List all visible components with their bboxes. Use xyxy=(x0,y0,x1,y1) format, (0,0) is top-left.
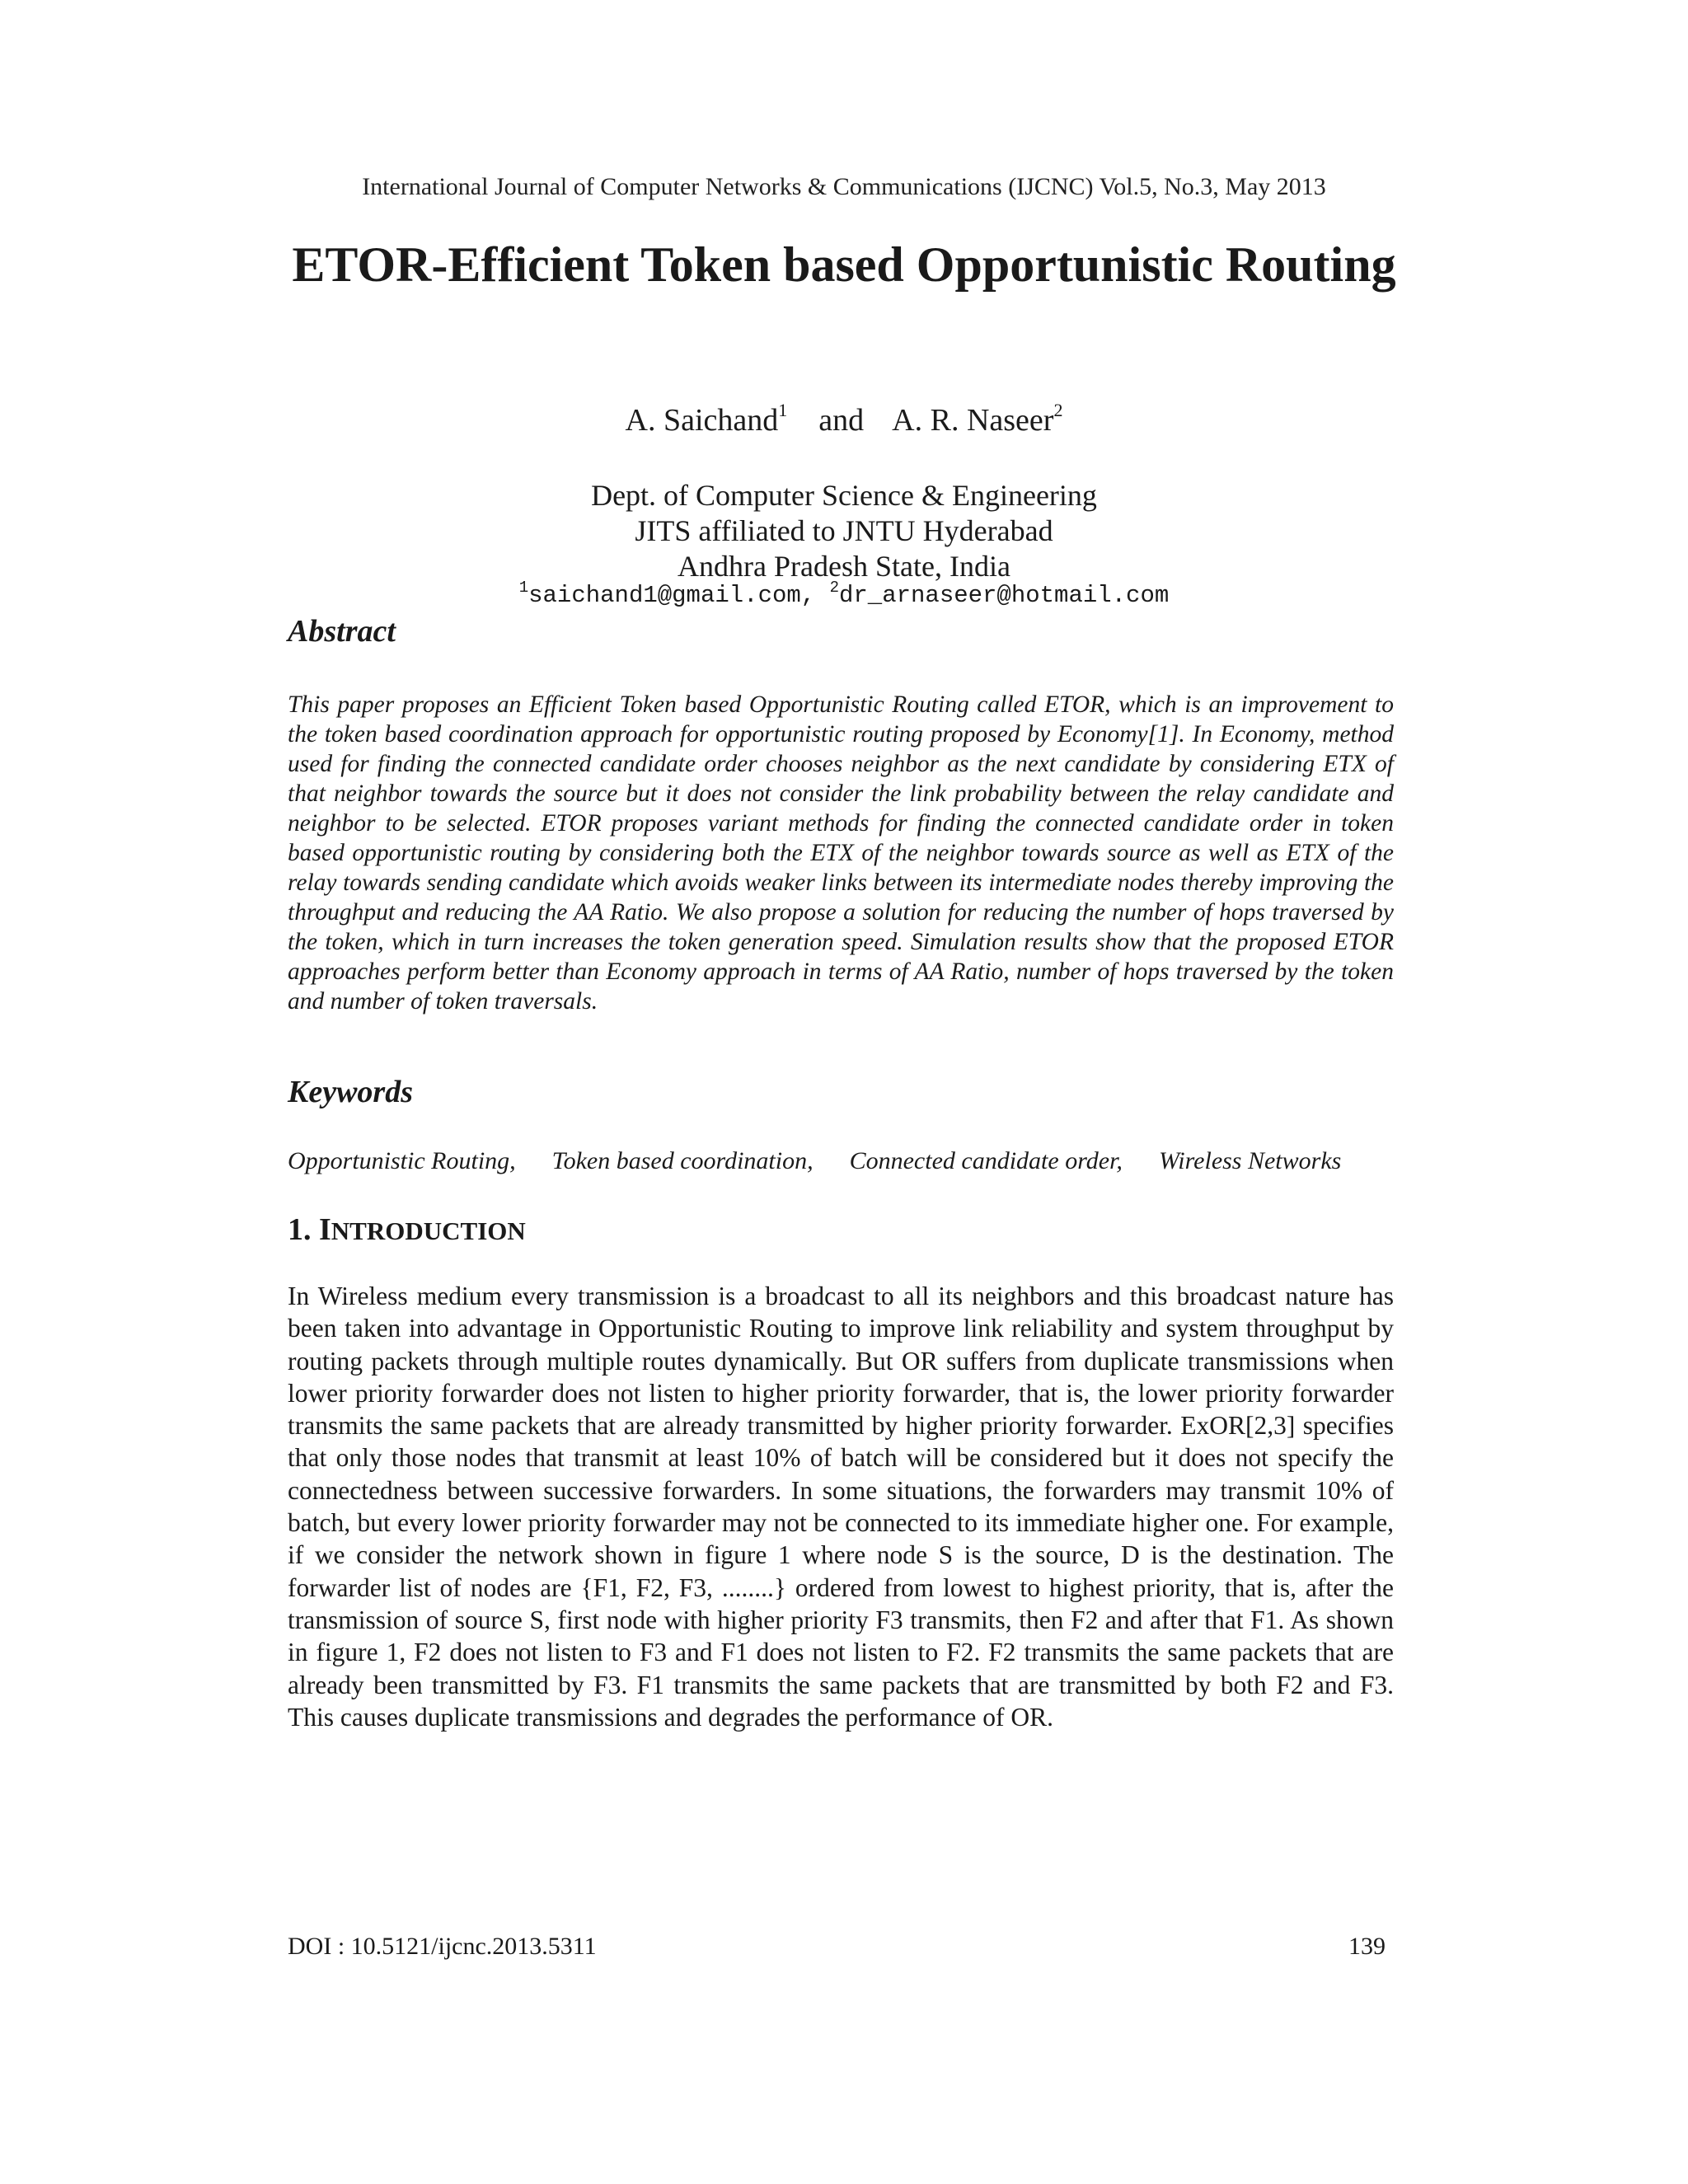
keywords-list xyxy=(288,1147,1409,1175)
keyword: Wireless Networks xyxy=(1158,1147,1342,1174)
author-emails xyxy=(0,579,1688,609)
page-number: 139 xyxy=(1348,1933,1386,1960)
affiliation-line: Dept. of Computer Science & Engineering xyxy=(591,479,1097,512)
keyword: Token based coordination, xyxy=(551,1147,814,1174)
section-number: 1. xyxy=(288,1212,312,1247)
keywords-heading: Keywords xyxy=(288,1075,413,1109)
author-connector: and xyxy=(818,403,865,438)
email-superscript: 1 xyxy=(518,579,529,597)
doi: DOI : 10.5121/ijcnc.2013.5311 xyxy=(288,1933,597,1960)
affiliation xyxy=(0,478,1688,584)
running-header: International Journal of Computer Networks & Communications (IJCNC) Vol.5, No.3, May 2013 xyxy=(362,173,1326,200)
abstract-text: This paper proposes an Efficient Token based Opportunistic Routing called ETOR, which is an improvement to the token based coordination approach for opportunistic routing proposed by Economy[1]. In Economy, method used for finding the connected candidate order chooses neighbor as the next candidate by considering ETX of that neighbor towards the source but it does not consider the link probability between the relay candidate and neighbor to be selected. ETOR proposes variant methods for finding the connected candidate order in token based opportunistic routing by considering both the ETX of the neighbor towards source as well as ETX of the relay towards sending candidate which avoids weaker links between its intermediate nodes thereby improving the throughput and reducing the AA Ratio. We also propose a solution for reducing the number of hops traversed by the token, which in turn increases the token generation speed. Simulation results show that the proposed ETOR approaches perform better than Economy approach in terms of AA Ratio, number of hops traversed by the token and number of token traversals. xyxy=(288,691,1394,1015)
keyword: Connected candidate order, xyxy=(849,1147,1123,1174)
affiliation-line: Andhra Pradesh State, India xyxy=(678,550,1010,583)
section-title-rest: NTRODUCTION xyxy=(331,1216,526,1245)
affiliation-line: JITS affiliated to JNTU Hyderabad xyxy=(635,514,1053,547)
section-initial: I xyxy=(319,1212,331,1247)
introduction-heading xyxy=(288,1212,526,1248)
author-name: A. Saichand xyxy=(625,403,779,438)
author-line xyxy=(0,402,1688,438)
email-link[interactable]: dr_arnaseer@hotmail.com xyxy=(839,582,1170,609)
email-superscript: 2 xyxy=(829,579,839,597)
introduction-text: In Wireless medium every transmission is a broadcast to all its neighbors and this broadcast nature has been taken into advantage in Opportunistic Routing to improve link reliability and system throughput by routing packets through multiple routes dynamically. But OR suffers from duplicate transmissions when lower priority forwarder does not listen to higher priority forwarder, that is, the lower priority forwarder transmits the same packets that are already transmitted by higher priority forwarder. ExOR[2,3] specifies that only those nodes that transmit at least 10% of batch will be considered but it does not specify the connectedness between successive forwarders. In some situations, the forwarders may transmit 10% of batch, but every lower priority forwarder may not be connected to its immediate higher one. For example, if we consider the network shown in figure 1 where node S is the source, D is the destination. The forwarder list of nodes are {F1, F2, F3, ........} ordered from lowest to highest priority, that is, after the transmission of source S, first node with higher priority F3 transmits, then F2 and after that F1. As shown in figure 1, F2 does not listen to F3 and F1 does not listen to F2. F2 transmits the same packets that are already been transmitted by F3. F1 transmits the same packets that are transmitted by both F2 and F3. This causes duplicate transmissions and degrades the performance of OR. xyxy=(288,1282,1394,1732)
author-superscript: 1 xyxy=(778,400,788,420)
author-superscript: 2 xyxy=(1053,400,1063,420)
paper-title: ETOR-Efficient Token based Opportunistic Routing xyxy=(292,237,1396,292)
email-link[interactable]: saichand1@gmail.com, xyxy=(528,582,816,609)
abstract-heading: Abstract xyxy=(288,614,396,649)
author-name: A. R. Naseer xyxy=(892,403,1054,438)
keyword: Opportunistic Routing, xyxy=(288,1147,516,1174)
